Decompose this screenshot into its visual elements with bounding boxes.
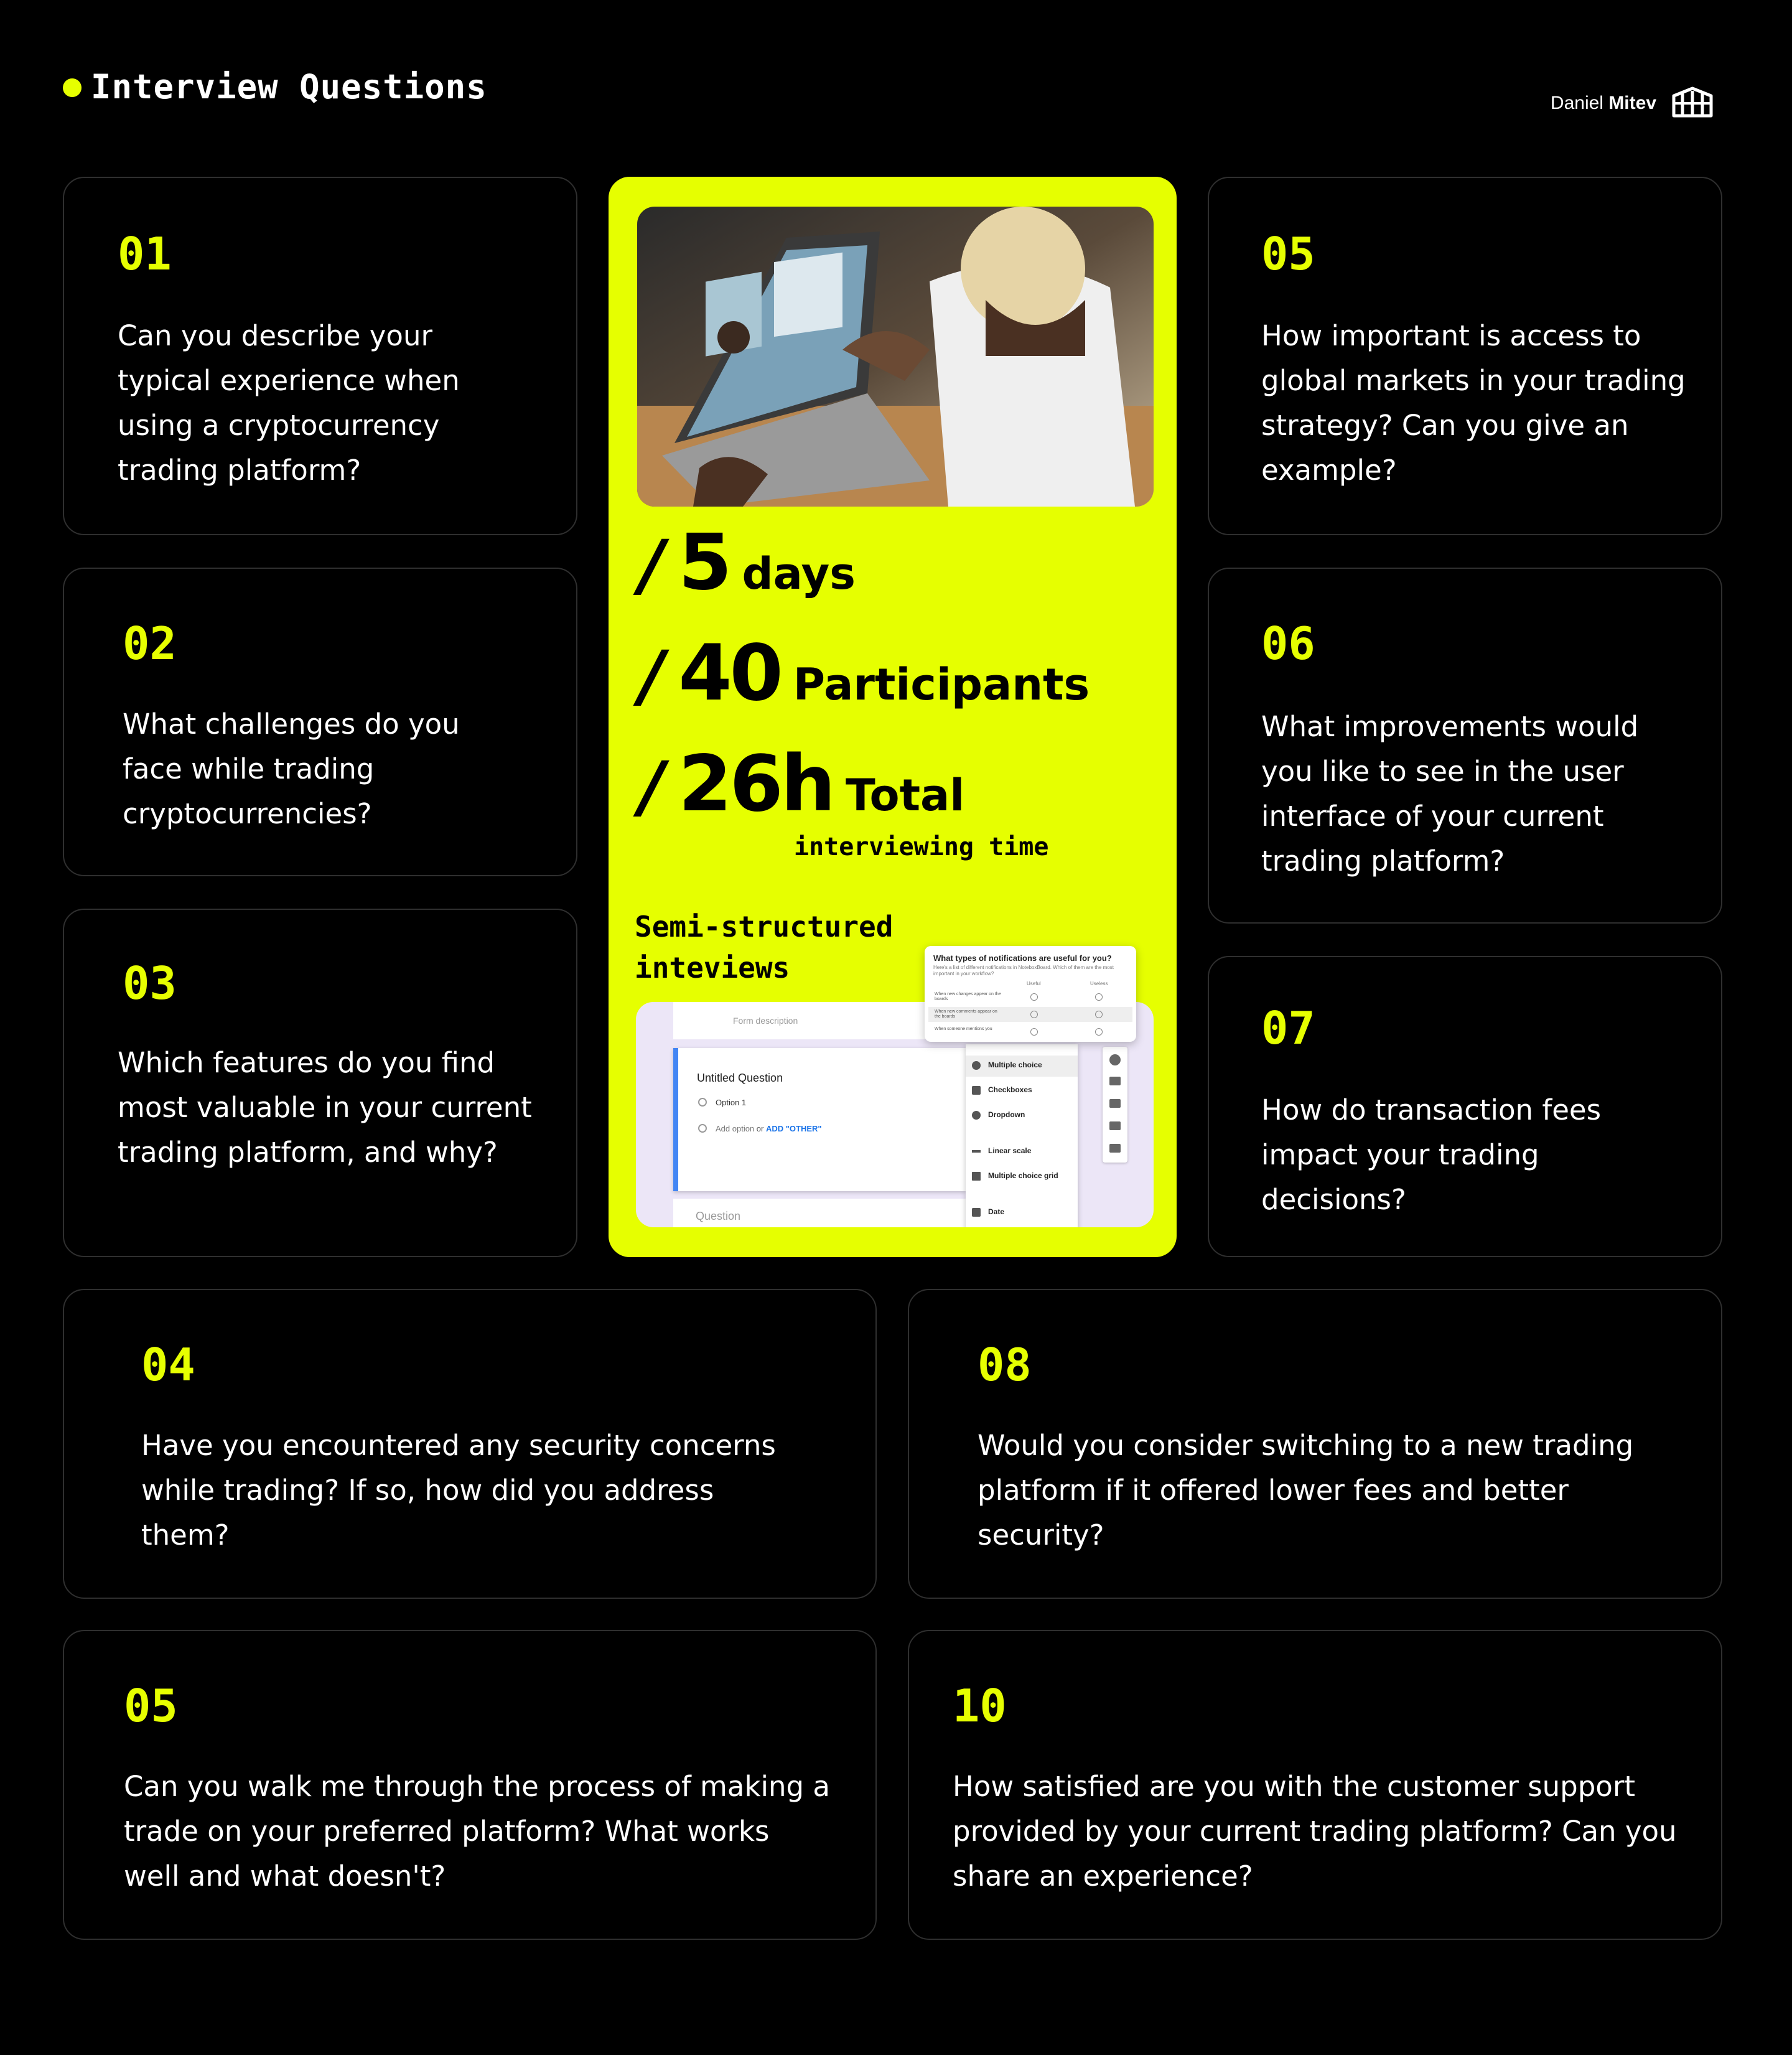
question-type-menu: [966, 1044, 1078, 1227]
question-text: How do transaction fees impact your trading decisions?: [1261, 1093, 1602, 1216]
stat-slash: /: [640, 747, 665, 826]
add-other-link: ADD "OTHER": [765, 1124, 822, 1133]
text-icon: [1109, 1077, 1121, 1085]
stat-hours-value: 26h: [678, 739, 834, 829]
brand-first-name: Daniel: [1550, 93, 1603, 113]
question-number: 06: [1261, 617, 1315, 670]
question-number: 03: [123, 957, 177, 1009]
popup-column-useful: Useful: [1027, 981, 1041, 986]
popup-title: What types of notifications are useful for you?: [933, 953, 1112, 963]
menu-item: Multiple choice grid: [972, 1171, 1058, 1181]
stats-card: [609, 177, 1177, 1257]
question-number: 05: [124, 1680, 178, 1732]
question-text: Can you walk me through the process of making a trade on your preferred platform? What works well and what doesn't?: [124, 1770, 830, 1893]
stat-hours: [640, 739, 964, 829]
interview-photo: [637, 207, 1154, 507]
form-toolbar: [1103, 1047, 1127, 1163]
question-number: 04: [141, 1339, 195, 1391]
question-card-07: [1208, 956, 1722, 1257]
brand: [1551, 85, 1715, 122]
menu-item: Date: [972, 1207, 1004, 1217]
question-text: Can you describe your typical experience when using a cryptocurrency trading platform?: [118, 319, 460, 487]
method-label: Semi-structured inteviews: [635, 910, 894, 985]
menu-item: Linear scale: [972, 1146, 1031, 1155]
stat-days-value: 5: [678, 518, 730, 607]
calendar-icon: [972, 1208, 981, 1217]
form-description: Form description: [733, 1016, 798, 1026]
stat-slash: /: [640, 636, 665, 716]
brand-last-name: Mitev: [1608, 93, 1656, 113]
form-option-1: Option 1: [716, 1098, 747, 1107]
question-card-03: [63, 909, 577, 1257]
question-text: What challenges do you face while trading cryptocurrencies?: [123, 708, 460, 830]
survey-popup: [925, 946, 1136, 1042]
question-card-09: [63, 1630, 877, 1940]
popup-row: When new changes appear on the boards: [928, 990, 1132, 1004]
form-question-card: [673, 1048, 966, 1191]
stat-participants: [640, 629, 1090, 718]
scale-icon: [972, 1150, 981, 1153]
radio-icon: [698, 1098, 707, 1107]
question-text: Have you encountered any security concerns while trading? If so, how did you address them?: [141, 1429, 776, 1552]
header-dot: [63, 78, 82, 97]
form-question-title: Untitled Question: [697, 1072, 783, 1084]
image-icon: [1109, 1099, 1121, 1108]
add-icon: [1109, 1054, 1121, 1065]
stat-hours-unit: Total: [846, 770, 965, 821]
question-number: 05: [1261, 228, 1315, 280]
question-text: How important is access to global markets in your trading strategy? Can you give an example?: [1261, 319, 1686, 487]
brand-name: [1551, 93, 1656, 114]
stat-days-unit: days: [742, 548, 856, 599]
or-text: or: [756, 1124, 764, 1133]
radio-icon: [698, 1124, 707, 1133]
popup-subtitle: Here's a list of different notifications in NoteboxBoard. Which of them are the most important in your workflow?: [933, 965, 1114, 976]
dropdown-icon: [972, 1111, 981, 1120]
stat-participants-value: 40: [678, 629, 781, 718]
form-add-option: [716, 1124, 822, 1133]
radio-icon: [972, 1061, 981, 1070]
menu-item: Dropdown: [972, 1110, 1025, 1120]
stat-participants-unit: Participants: [793, 659, 1090, 710]
brand-logo-icon: [1670, 85, 1715, 122]
section-icon: [1109, 1144, 1121, 1153]
question-number: 01: [118, 228, 172, 280]
popup-row: When new comments appear on the boards: [928, 1007, 1132, 1022]
checkbox-icon: [972, 1086, 981, 1095]
question-text: Would you consider switching to a new trading platform if it offered lower fees and better security?: [978, 1429, 1634, 1552]
question-card-04: [63, 1289, 877, 1599]
form-next-question-label: Question: [696, 1210, 741, 1222]
question-text: How satisfied are you with the customer support provided by your current trading platform? Can you share an experience?: [953, 1770, 1677, 1893]
question-number: 10: [953, 1680, 1007, 1732]
question-card-02: [63, 568, 577, 876]
question-card-10: [908, 1630, 1722, 1940]
form-next-question: [673, 1199, 966, 1227]
question-card-01: [63, 177, 577, 535]
question-card-06: [1208, 568, 1722, 924]
popup-column-useless: Useless: [1090, 981, 1108, 986]
question-text: What improvements would you like to see in the user interface of your current trading platform?: [1261, 710, 1639, 878]
question-number: 07: [1261, 1002, 1315, 1054]
stat-hours-subtitle: interviewing time: [794, 833, 1049, 861]
add-option-text: Add option: [716, 1124, 755, 1133]
stat-slash: /: [640, 525, 665, 605]
menu-item: Checkboxes: [972, 1085, 1032, 1095]
question-card-08: [908, 1289, 1722, 1599]
question-text: Which features do you find most valuable in your current trading platform, and why?: [118, 1046, 532, 1169]
question-card-05: [1208, 177, 1722, 535]
video-icon: [1109, 1121, 1121, 1130]
question-number: 08: [978, 1339, 1032, 1391]
page-title: Interview Questions: [91, 67, 487, 106]
question-number: 02: [123, 617, 177, 670]
grid-icon: [972, 1172, 981, 1181]
stat-days: [640, 518, 856, 607]
popup-row: When someone mentions you: [928, 1024, 1132, 1039]
menu-item: Multiple choice: [972, 1060, 1042, 1070]
